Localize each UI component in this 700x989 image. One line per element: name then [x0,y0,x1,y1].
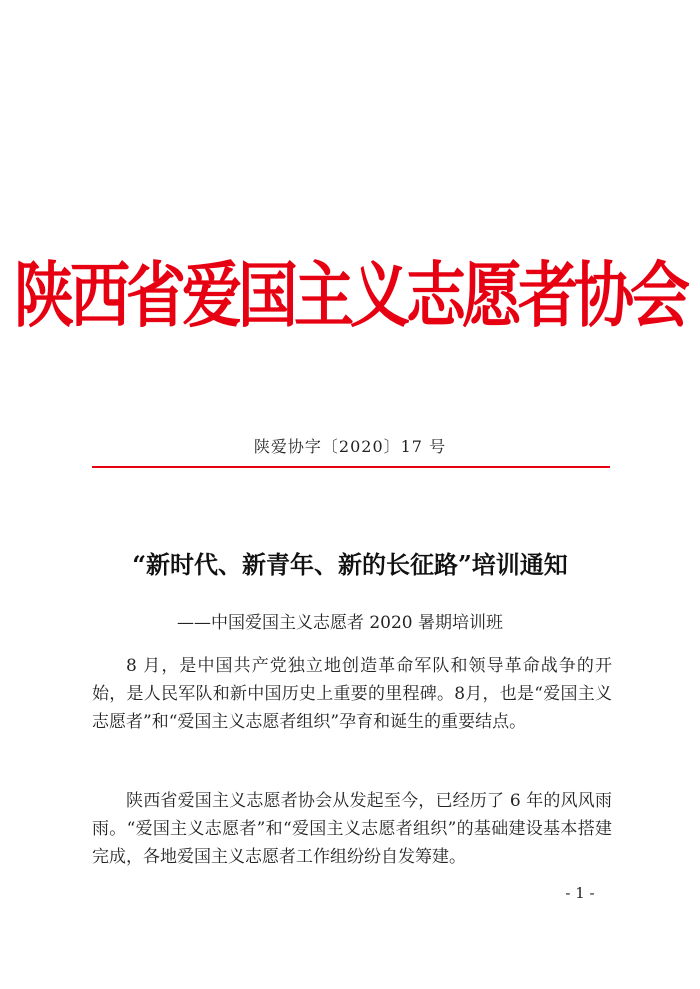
red-divider-line [92,466,610,468]
organization-letterhead: 陕西省爱国主义志愿者协会 [14,255,686,338]
page-number: - 1 - [565,884,595,902]
document-number: 陕爱协字〔2020〕17 号 [253,437,447,456]
notice-title: “新时代、新青年、新的长征路”培训通知 [132,550,568,579]
body-paragraph-2: 陕西省爱国主义志愿者协会从发起至今，已经历了 6 年的风风雨雨。“爱国主义志愿者”和“爱国主义志愿者组织”的基础建设基本搭建完成，各地爱国主义志愿者工作组纷纷自发筹建。 [92,791,612,867]
body-paragraph-1: 8 月，是中国共产党独立地创造革命军队和领导革命战争的开始，是人民军队和新中国历史上重要的里程碑。8月，也是“爱国主义志愿者”和“爱国主义志愿者组织”孕育和诞生的重要结点。 [92,656,612,732]
notice-subtitle: ——中国爱国主义志愿者 2020 暑期培训班 [176,613,504,633]
